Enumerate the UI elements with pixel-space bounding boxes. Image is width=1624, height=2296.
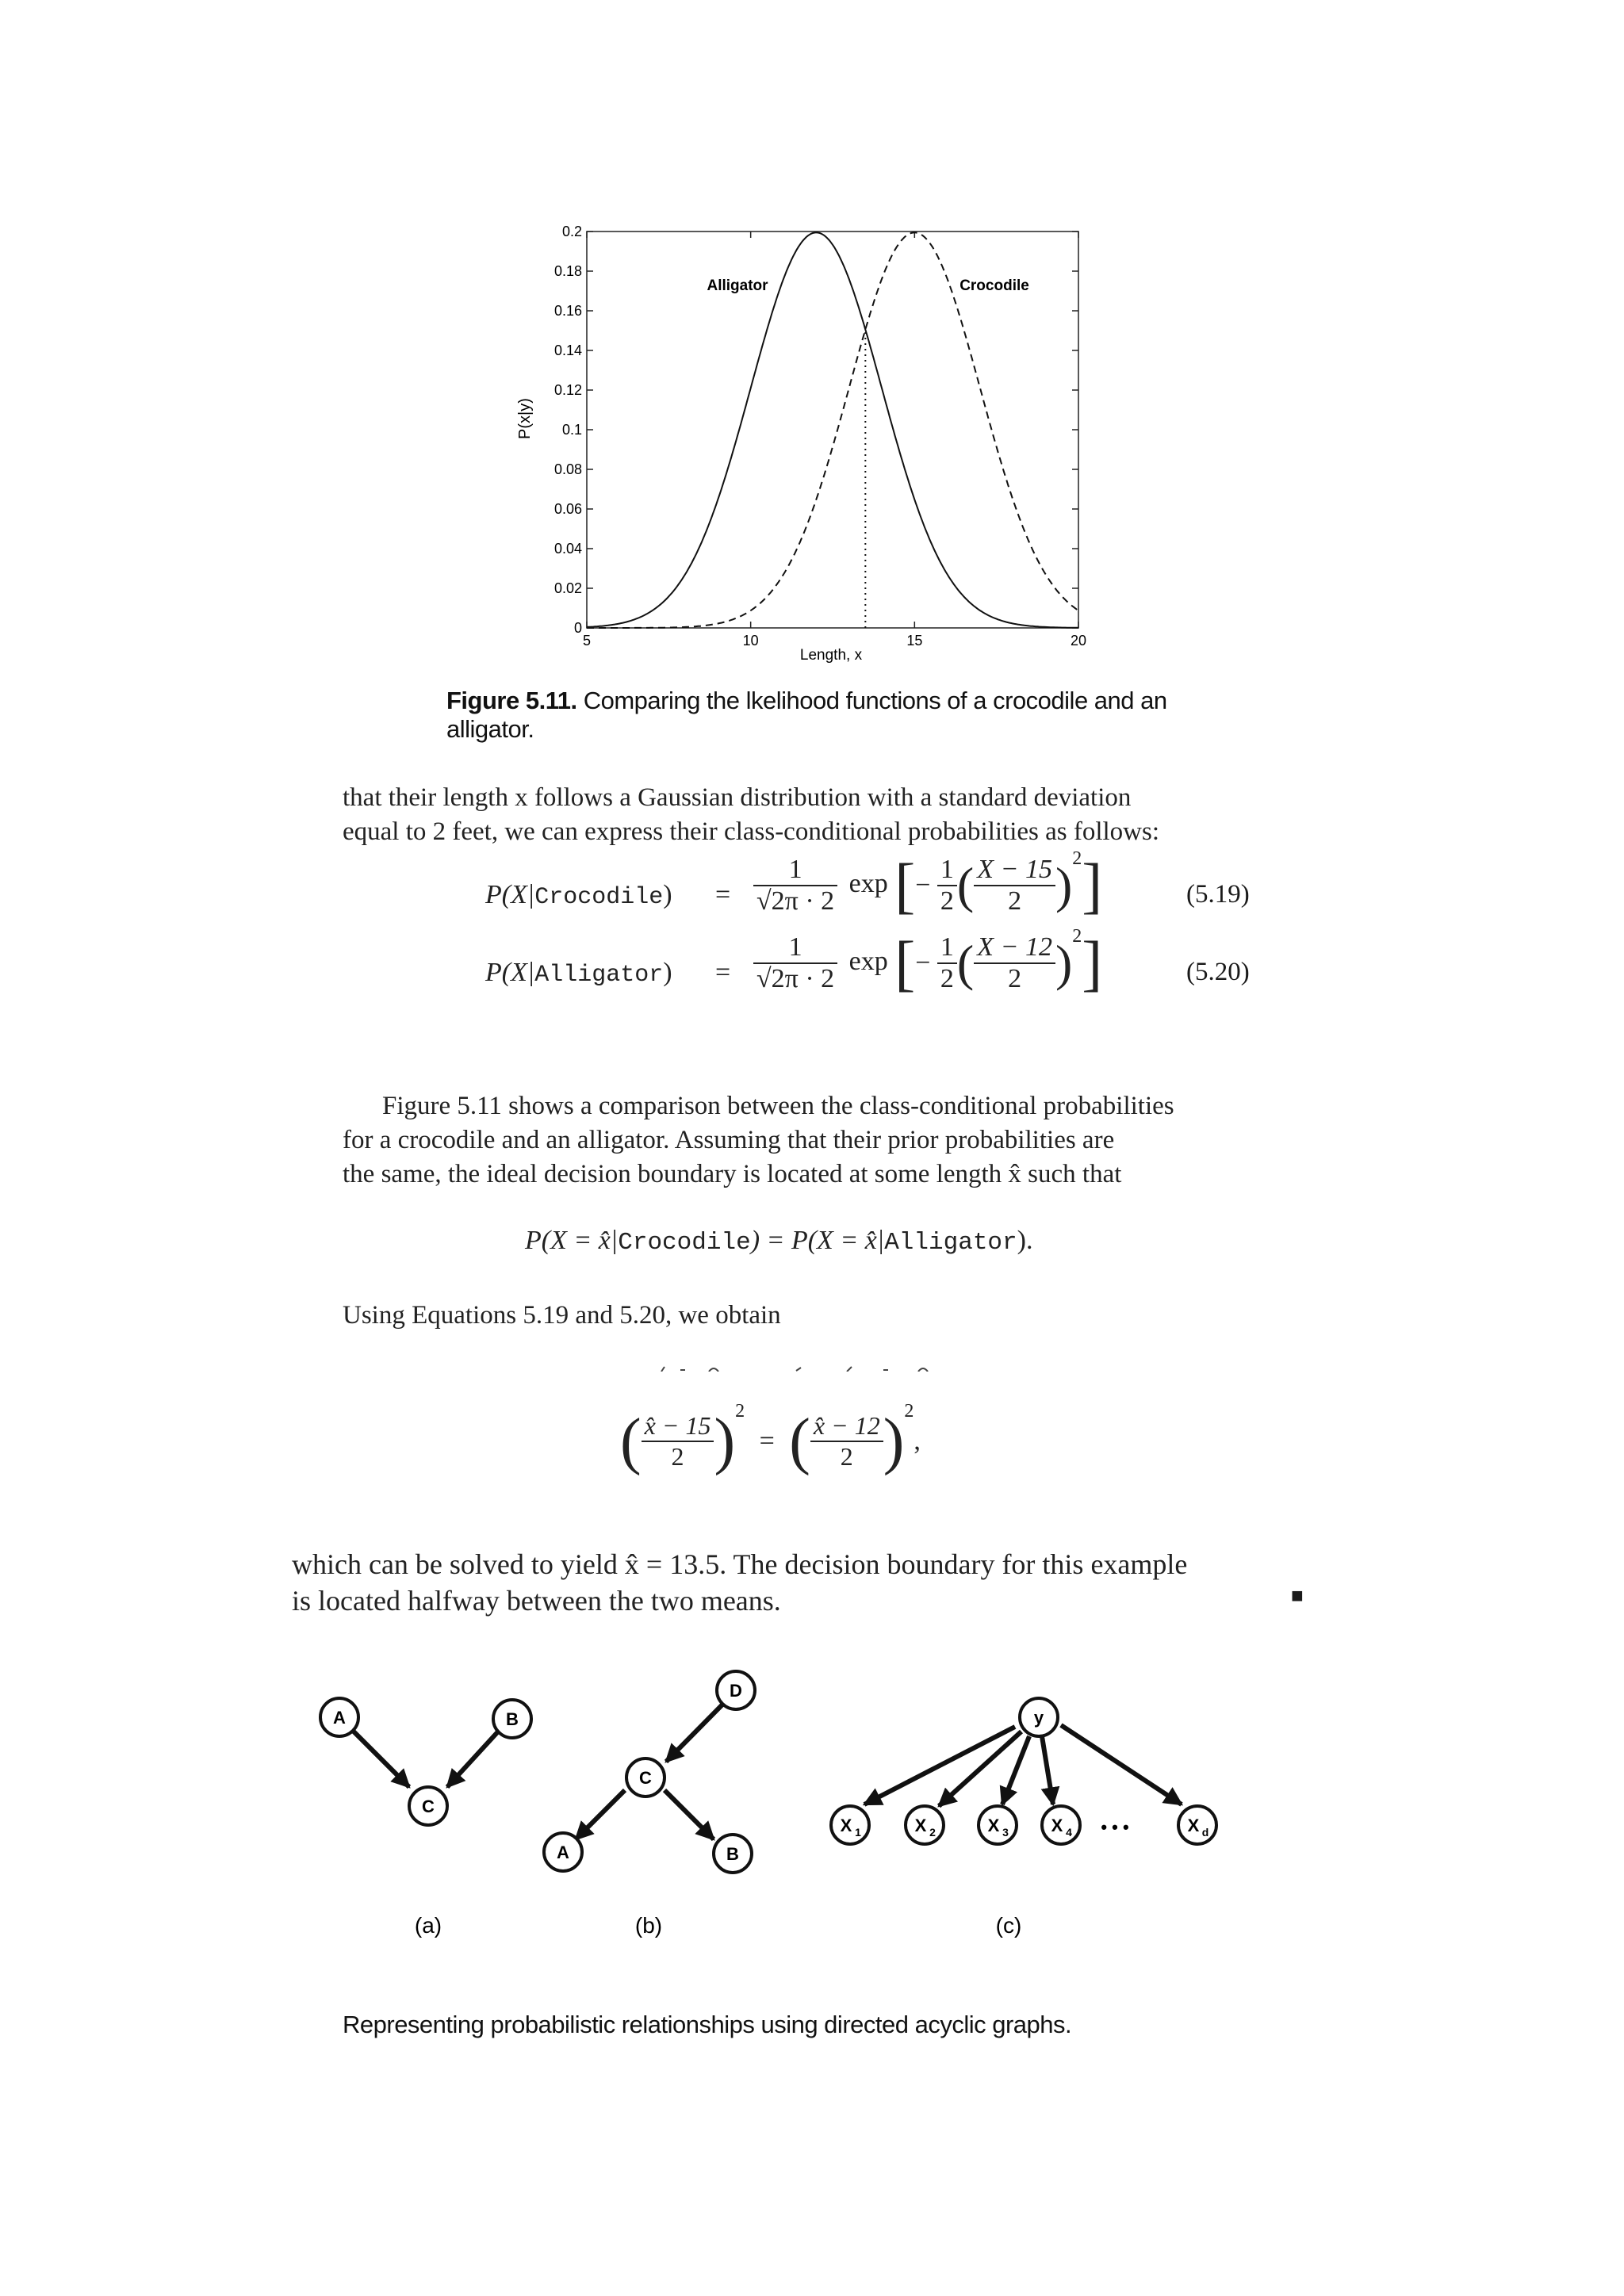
paragraph-line: which can be solved to yield x̂ = 13.5. The decision boundary for this example xyxy=(292,1548,1188,1580)
node-b-b xyxy=(714,1835,752,1873)
node-c-x2-subscript: 2 xyxy=(929,1826,936,1839)
edge-c-y-x1 xyxy=(864,1727,1015,1804)
equation-5-19: P(X|Crocodile) xyxy=(485,880,672,911)
node-c-x2-label: X xyxy=(914,1816,927,1835)
edge-c-y-x4 xyxy=(1042,1736,1053,1804)
crocodile-label: Crocodile xyxy=(959,277,1029,294)
edge-a-b-c xyxy=(447,1730,500,1787)
dag-label-b: (b) xyxy=(634,1913,663,1938)
y-tick-label: 0.12 xyxy=(553,382,582,398)
equation-5-20-rhs: $\frac{1}{√2\pi \cdot 2}$ exp [− $\frac{1}{2}$ ( $\frac{X - 12}{2}$ )$^2$] xyxy=(753,932,1102,994)
dag-label-a: (a) xyxy=(414,1913,442,1938)
equation-5-20-equals: = xyxy=(715,958,731,987)
equation-5-19-equals: = xyxy=(715,880,731,909)
node-c-x3-subscript: 3 xyxy=(1002,1826,1009,1839)
paragraph-line: Figure 5.11 shows a comparison between the class-conditional probabilities xyxy=(382,1092,1174,1120)
paragraph-using-equations: Using Equations 5.19 and 5.20, we obtain xyxy=(343,1301,781,1330)
chart-xlabel: Length, x xyxy=(799,647,863,664)
chart-ylabel xyxy=(516,398,534,439)
dag-caption: Representing probabilistic relationships using directed acyclic graphs. xyxy=(343,2011,1072,2038)
equation-number-5-20: (5.20) xyxy=(1186,958,1250,986)
y-tick-label: 0.16 xyxy=(553,303,582,319)
node-c-x4 xyxy=(1042,1806,1080,1844)
node-c-x3-label: X xyxy=(987,1816,1000,1835)
node-a-b xyxy=(493,1700,531,1738)
node-c-y-label: y xyxy=(1033,1708,1044,1728)
node-a-a-label: A xyxy=(333,1708,346,1728)
svg-text:P(x|y): P(x|y) xyxy=(516,398,534,439)
x-tick-label: 10 xyxy=(742,633,759,649)
paragraph-line: is located halfway between the two means. xyxy=(292,1585,781,1617)
paragraph-line: that their length x follows a Gaussian distribution with a standard deviation xyxy=(343,783,1132,812)
node-c-xd xyxy=(1178,1806,1216,1844)
alligator-label: Alligator xyxy=(707,277,768,294)
node-c-x4-label: X xyxy=(1051,1816,1063,1835)
x-tick-label: 15 xyxy=(906,633,923,649)
paragraph-line: for a crocodile and an alligator. Assuming that their prior probabilities are xyxy=(343,1126,1115,1154)
node-b-a xyxy=(544,1833,582,1871)
paragraph-gaussian xyxy=(343,781,1262,849)
equation-5-20: P(X|Alligator) xyxy=(485,958,672,989)
figure-5-11-label: Figure 5.11. xyxy=(446,687,577,714)
node-c-y xyxy=(1020,1698,1058,1736)
paragraph-comparison xyxy=(343,1089,1262,1192)
edge-b-d-c xyxy=(666,1703,724,1762)
y-tick-label: 0.08 xyxy=(553,461,582,477)
y-tick-label: 0.06 xyxy=(553,501,582,517)
x-tick-label: 5 xyxy=(582,633,592,649)
y-tick-label: 0.04 xyxy=(553,541,582,557)
node-b-c-label: C xyxy=(639,1768,652,1788)
node-a-c xyxy=(409,1787,447,1825)
dag-figure xyxy=(301,1649,1253,1966)
paragraph-line: the same, the ideal decision boundary is located at some length x̂ such that xyxy=(343,1160,1122,1188)
edge-a-a-c xyxy=(350,1728,409,1787)
node-c-xd-label: X xyxy=(1187,1816,1200,1835)
x-tick-label: 20 xyxy=(1070,633,1087,649)
decision-boundary-equation: P(X = x̂|Crocodile) = P(X = x̂|Alligator). xyxy=(525,1226,1033,1257)
equation-5-19-rhs: $\frac{1}{√2\pi \cdot 2}$ exp [− $\frac{1}{2}$ ( $\frac{X - 15}{2}$ )$^2$] xyxy=(753,855,1102,916)
node-c-x1 xyxy=(831,1806,869,1844)
edge-b-c-a xyxy=(576,1790,625,1839)
clipped-equation-fragment xyxy=(657,1362,958,1372)
paragraph-line: equal to 2 feet, we can express their class-conditional probabilities as follows: xyxy=(343,817,1160,846)
end-of-example-mark: ■ xyxy=(1291,1584,1304,1607)
y-tick-label: 0.02 xyxy=(553,580,582,596)
node-a-a xyxy=(320,1698,358,1736)
node-c-x3 xyxy=(979,1806,1017,1844)
paragraph-solution xyxy=(292,1546,1315,1619)
dag-label-c: (c) xyxy=(995,1913,1022,1938)
node-c-x1-subscript: 1 xyxy=(855,1826,861,1839)
ellipsis: • • • xyxy=(1101,1817,1129,1837)
node-a-c-label: C xyxy=(422,1797,435,1816)
likelihood-chart xyxy=(492,214,1094,674)
node-c-x4-subscript: 4 xyxy=(1066,1826,1072,1839)
edge-c-y-xd xyxy=(1061,1725,1182,1804)
node-a-b-label: B xyxy=(506,1709,519,1729)
y-tick-label: 0.18 xyxy=(553,263,582,279)
node-b-b-label: B xyxy=(726,1844,739,1864)
y-tick-label: 0.2 xyxy=(561,224,582,239)
equation-number-5-19: (5.19) xyxy=(1186,880,1250,909)
node-b-a-label: A xyxy=(557,1843,569,1862)
node-c-x1-label: X xyxy=(840,1816,852,1835)
node-c-x2 xyxy=(906,1806,944,1844)
node-b-c xyxy=(626,1758,665,1797)
edge-b-c-b xyxy=(665,1790,714,1839)
figure-5-11-text: Comparing the lkelihood functions of a crocodile and an alligator. xyxy=(446,687,1167,743)
y-tick-label: 0.14 xyxy=(553,342,582,358)
y-tick-label: 0.1 xyxy=(561,422,582,438)
solve-equation: ( $\frac{x̂ - 15}{2}$ )$^2$ = ( $\frac{x̂ - 12}{2}$ )$^2$, xyxy=(620,1401,921,1476)
figure-5-11-caption xyxy=(446,687,1208,744)
node-b-d-label: D xyxy=(730,1681,742,1701)
node-c-xd-subscript: d xyxy=(1201,1826,1209,1839)
y-tick-label: 0 xyxy=(573,620,582,636)
node-b-d xyxy=(717,1671,755,1709)
